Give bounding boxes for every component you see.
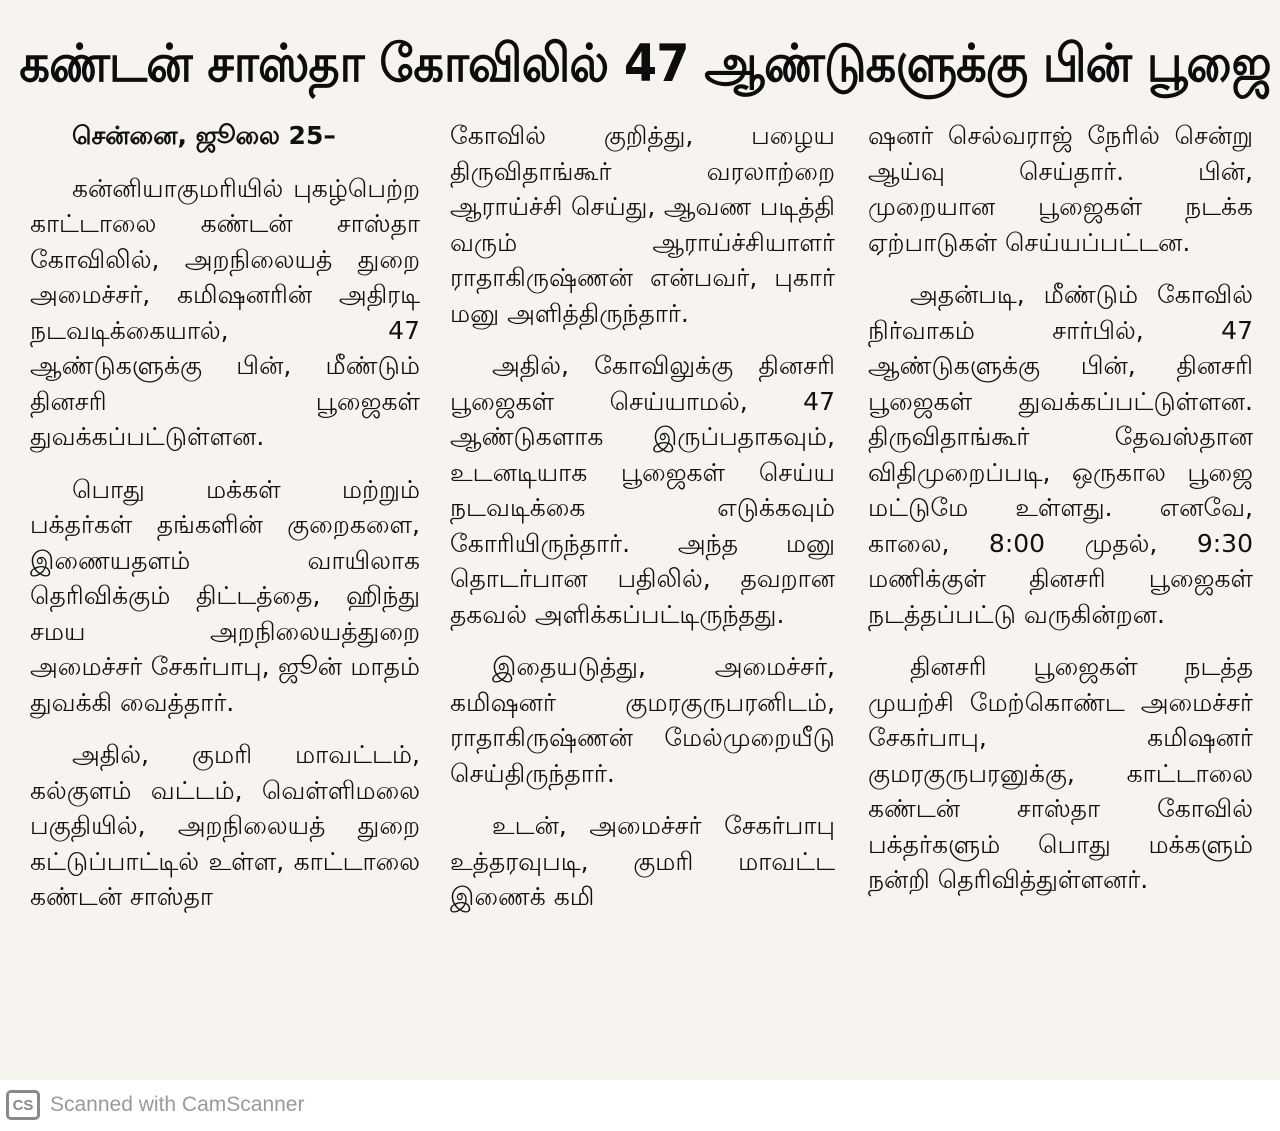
headline: கண்டன் சாஸ்தா கோவிலில் 47 ஆண்டுகளுக்கு பின் பூஜை [19,34,1271,94]
column-2 [450,118,835,1068]
paragraph: உடன், அமைச்சர் சேகர்பாபு உத்தரவுபடி, குமரி மாவட்ட இணைக் கமி [450,811,835,911]
dateline: சென்னை, ஜூலை 25– [72,121,336,150]
column-1 [30,118,420,1068]
paragraph: அதில், கோவிலுக்கு தினசரி பூஜைகள் செய்யாமல், 47 ஆண்டுகளாக இருப்பதாகவும், உடனடியாக பூஜைகள் செய்ய நடவடிக்கை எடுக்கவும் கோரியிருந்தார். அந்த மனு தொடர்பான பதிலில், தவறான தகவல் அளிக்கப்பட்டிருந்தது. [450,351,835,629]
scanner-footer [0,1080,1280,1131]
paragraph: இதையடுத்து, அமைச்சர், கமிஷனர் குமரகுருபரனிடம், ராதாகிருஷ்ணன் மேல்முறையீடு செய்திருந்தார். [450,652,835,788]
paragraph: கோவில் குறித்து, பழைய திருவிதாங்கூர் வரலாற்றை ஆராய்ச்சி செய்து, ஆவண படித்தி வரும் ஆராய்ச்சியாளர் ராதாகிருஷ்ணன் என்பவர், புகார் மனு அளித்திருந்தார். [450,121,835,328]
scanner-watermark-text: Scanned with CamScanner [50,1093,305,1116]
column-3 [868,118,1253,1068]
paragraph: அதில், குமரி மாவட்டம், கல்குளம் வட்டம், வெள்ளிமலை பகுதியில், அறநிலையத் துறை கட்டுப்பாட்டில் உள்ள, காட்டாலை கண்டன் சாஸ்தா [30,740,420,911]
paragraph: பொது மக்கள் மற்றும் பக்தர்கள் தங்களின் குறைகளை, இணையதளம் வாயிலாக தெரிவிக்கும் திட்டத்தை, ஹிந்து சமய அறநிலையத்துறை அமைச்சர் சேகர்பாபு, ஜூன் மாதம் துவக்கி வைத்தார். [30,474,420,717]
paragraph: அதன்படி, மீண்டும் கோவில் நிர்வாகம் சார்பில், 47 ஆண்டுகளுக்கு பின், தினசரி பூஜைகள் துவக்கப்பட்டுள்ளன. திருவிதாங்கூர் தேவஸ்தான விதிமுறைப்படி, ஒருகால பூஜை மட்டுமே உள்ளது. எனவே, காலை, 8:00 முதல், 9:30 மணிக்குள் தினசரி பூஜைகள் நடத்தப்பட்டு வருகின்றன. [868,280,1253,629]
paragraph: ஷனர் செல்வராஜ் நேரில் சென்று ஆய்வு செய்தார். பின், முறையான பூஜைகள் நடக்க ஏற்பாடுகள் செய்யப்பட்டன. [868,121,1253,257]
paragraph: கன்னியாகுமரியில் புகழ்பெற்ற காட்டாலை கண்டன் சாஸ்தா கோவிலில், அறநிலையத் துறை அமைச்சர், கமிஷனரின் அதிரடி நடவடிக்கையால், 47 ஆண்டுகளுக்கு பின், மீண்டும் தினசரி பூஜைகள் துவக்கப்பட்டுள்ளன. [30,173,420,451]
camscanner-logo-icon: CS [6,1090,40,1120]
paragraph: தினசரி பூஜைகள் நடத்த முயற்சி மேற்கொண்ட அமைச்சர் சேகர்பாபு, கமிஷனர் குமரகுருபரனுக்கு, காட்டாலை கண்டன் சாஸ்தா கோவில் பக்தர்களும் பொது மக்களும் நன்றி தெரிவித்துள்ளனர். [868,652,1253,894]
